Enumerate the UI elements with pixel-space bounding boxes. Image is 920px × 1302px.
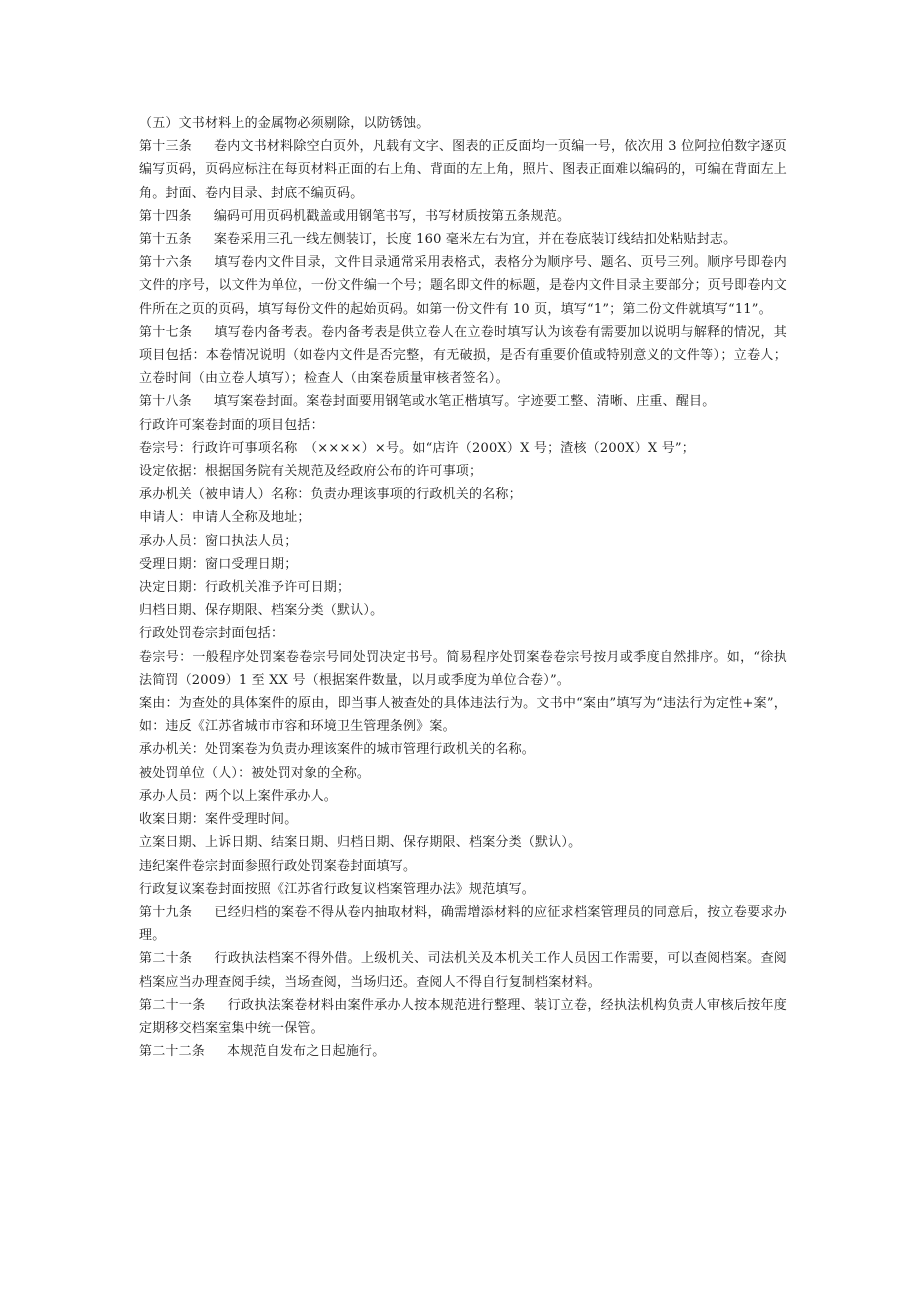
paragraph-text: 立案日期、上诉日期、结案日期、归档日期、保存期限、档案分类（默认）。 (139, 835, 582, 851)
paragraph-text: 已经归档的案卷不得从卷内抽取材料，确需增添材料的应征求档案管理员的同意后，按立卷要求办理。 (139, 904, 787, 944)
paragraph (139, 738, 787, 761)
paragraph (139, 228, 787, 251)
paragraph-text: 承办机关：处罚案卷为负责办理该案件的城市管理行政机关的名称。 (139, 742, 536, 758)
paragraph (139, 437, 787, 460)
paragraph-text: 案卷采用三孔一线左侧装订，长度 160 毫米左右为宜，并在卷底装订线结扣处粘贴封志。 (213, 232, 737, 248)
paragraph (139, 762, 787, 785)
paragraph (139, 321, 787, 391)
paragraph-text: 本规范自发布之日起施行。 (227, 1044, 386, 1060)
paragraph (139, 831, 787, 854)
paragraph (139, 622, 787, 645)
paragraph-text: 卷宗号：行政许可事项名称 （××××）×号。如“店许（200X）X 号；渣核（200X）X 号”； (139, 440, 695, 456)
paragraph-text: 行政许可案卷封面的项目包括： (139, 417, 324, 433)
paragraph-text: 填写案卷封面。案卷封面要用钢笔或水笔正楷填写。字迹要工整、清晰、庄重、醒目。 (213, 394, 716, 410)
paragraph (139, 553, 787, 576)
article-number: 第十八条 (139, 394, 192, 410)
paragraph-text: 填写卷内文件目录，文件目录通常采用表格式，表格分为顺序号、题名、页号三列。顺序号即卷内文件的序号，以文件为单位，一份文件编一个号；题名即文件的标题，是卷内文件目录主要部分；页号即卷内文件所在之页的页码，填写每份文件的起始页码。如第一份文件有 10 页，填写“1”；第二份文件就填写“11”。 (139, 255, 787, 317)
paragraph (139, 855, 787, 878)
article-number: 第十七条 (139, 324, 193, 340)
paragraph-text: 承办机关（被申请人）名称：负责办理该事项的行政机关的名称； (139, 487, 522, 503)
paragraph (139, 135, 787, 205)
paragraph-text: （五）文书材料上的金属物必须剔除，以防锈蚀。 (139, 116, 430, 131)
article-number: 第二十一条 (139, 997, 206, 1013)
paragraph-text: 行政复议案卷封面按照《江苏省行政复议档案管理办法》规范填写。 (139, 881, 536, 897)
paragraph-text: 行政处罚卷宗封面包括： (139, 626, 285, 642)
paragraph (139, 530, 787, 553)
paragraph (139, 692, 787, 738)
paragraph (139, 646, 787, 692)
paragraph-text: 受理日期：窗口受理日期； (139, 556, 298, 572)
paragraph-text: 承办人员：两个以上案件承办人。 (139, 788, 338, 804)
paragraph (139, 390, 787, 413)
paragraph (139, 808, 787, 831)
paragraph (139, 483, 787, 506)
paragraph-text: 被处罚单位（人）：被处罚对象的全称。 (139, 765, 371, 781)
article-number: 第二十条 (139, 951, 193, 967)
paragraph-text: 填写卷内备考表。卷内备考表是供立卷人在立卷时填写认为该卷有需要加以说明与解释的情况，其项目包括：本卷情况说明（如卷内文件是否完整，有无破损，是否有重要价值或特别意义的文件等）；立卷人；立卷时间（由立卷人填写）；检查人（由案卷质量审核者签名）。 (139, 324, 787, 387)
paragraph (139, 1040, 787, 1063)
paragraph (139, 506, 787, 529)
article-number: 第二十二条 (139, 1044, 206, 1060)
paragraph (139, 599, 787, 622)
article-number: 第十五条 (139, 232, 192, 248)
paragraph-text: 设定依据：根据国务院有关规范及经政府公布的许可事项； (139, 464, 483, 480)
paragraph-text: 行政执法案卷材料由案件承办人按本规范进行整理、装订立卷，经执法机构负责人审核后按年度定期移交档案室集中统一保管。 (139, 997, 787, 1036)
paragraph (139, 576, 787, 599)
paragraph-text: 决定日期：行政机关准予许可日期； (139, 580, 351, 596)
paragraph (139, 460, 787, 483)
paragraph-text: 案由：为查处的具体案件的原由，即当事人被查处的具体违法行为。文书中“案由”填写为“违法行为定性+案”，如：违反《江苏省城市市容和环境卫生管理条例》案。 (139, 696, 787, 735)
paragraph (139, 785, 787, 808)
paragraph-text: 卷宗号：一般程序处罚案卷卷宗号同处罚决定书号。简易程序处罚案卷卷宗号按月或季度自然排序。如，“徐执法简罚（2009）1 至 XX 号（根据案件数量，以月或季度为单位合卷）”。 (139, 649, 787, 688)
document-body (139, 112, 787, 1063)
paragraph (139, 994, 787, 1040)
paragraph (139, 414, 787, 437)
paragraph (139, 947, 787, 993)
article-number: 第十四条 (139, 208, 192, 224)
paragraph-text: 卷内文书材料除空白页外，凡载有文字、图表的正反面均一页编一号，依次用 3 位阿拉伯数字逐页编写页码，页码应标注在每页材料正面的右上角、背面的左上角，照片、图表正面难以编码的，可编在背面左上角。封面、卷内目录、封底不编页码。 (139, 139, 787, 201)
paragraph-text: 行政执法档案不得外借。上级机关、司法机关及本机关工作人员因工作需要，可以查阅档案。查阅档案应当办理查阅手续，当场查阅，当场归还。查阅人不得自行复制档案材料。 (139, 951, 787, 990)
paragraph-text: 申请人：申请人全称及地址； (139, 510, 311, 526)
paragraph (139, 251, 787, 321)
paragraph (139, 205, 787, 228)
paragraph-text: 编码可用页码机戳盖或用钢笔书写，书写材质按第五条规范。 (213, 208, 571, 224)
paragraph-text: 违纪案件卷宗封面参照行政处罚案卷封面填写。 (139, 858, 417, 874)
paragraph (139, 901, 787, 947)
paragraph (139, 878, 787, 901)
paragraph (139, 112, 787, 135)
paragraph-text: 承办人员：窗口执法人员； (139, 533, 298, 549)
article-number: 第十九条 (139, 904, 193, 920)
paragraph-text: 归档日期、保存期限、档案分类（默认）。 (139, 603, 384, 619)
article-number: 第十三条 (139, 139, 192, 155)
article-number: 第十六条 (139, 255, 193, 271)
paragraph-text: 收案日期：案件受理时间。 (139, 812, 298, 828)
